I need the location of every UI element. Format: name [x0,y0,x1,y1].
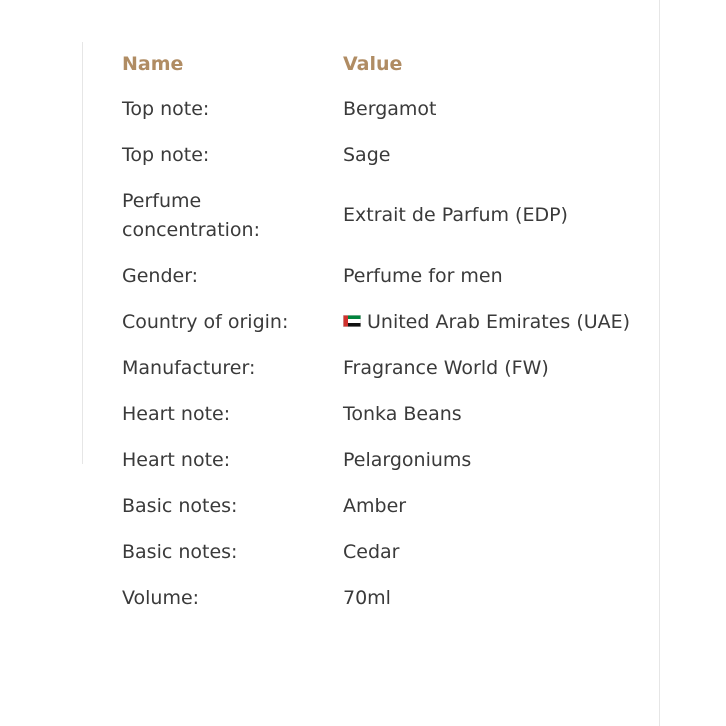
attribute-name: Basic notes: [122,494,238,517]
attribute-value: Tonka Beans [343,402,462,425]
table-row [122,345,642,391]
attribute-name: Manufacturer: [122,356,256,379]
attribute-name: Heart note: [122,448,231,471]
attribute-name: Top note: [122,97,210,120]
table-row [122,575,642,621]
attribute-name: Heart note: [122,402,231,425]
table-header [122,46,642,86]
table-row [122,253,642,299]
header-name: Name [122,53,184,75]
attribute-value: Perfume for men [343,264,503,287]
attribute-value: Pelargoniums [343,448,472,471]
attribute-name: Top note: [122,143,210,166]
attribute-value: Cedar [343,540,400,563]
attributes-table [122,46,642,621]
right-divider [659,0,660,726]
attribute-value [343,308,642,337]
attribute-value: Sage [343,143,391,166]
table-row [122,178,642,253]
table-row [122,437,642,483]
attribute-name: Country of origin: [122,310,289,333]
uae-flag-icon [343,315,361,327]
attribute-name: Gender: [122,264,199,287]
attribute-name: Basic notes: [122,540,238,563]
table-row [122,483,642,529]
table-row [122,132,642,178]
table-row [122,391,642,437]
attribute-name: Volume: [122,586,200,609]
attribute-value: Bergamot [343,97,437,120]
attribute-value: 70ml [343,586,391,609]
attribute-value-text: United Arab Emirates (UAE) [367,310,631,333]
table-row [122,299,642,345]
table-row [122,86,642,132]
left-divider [82,42,83,464]
header-value: Value [343,53,403,75]
attribute-value: Extrait de Parfum (EDP) [343,204,568,226]
attribute-name: Perfume concentration: [122,189,260,241]
table-row [122,529,642,575]
attribute-value: Amber [343,494,407,517]
attribute-value: Fragrance World (FW) [343,356,549,379]
